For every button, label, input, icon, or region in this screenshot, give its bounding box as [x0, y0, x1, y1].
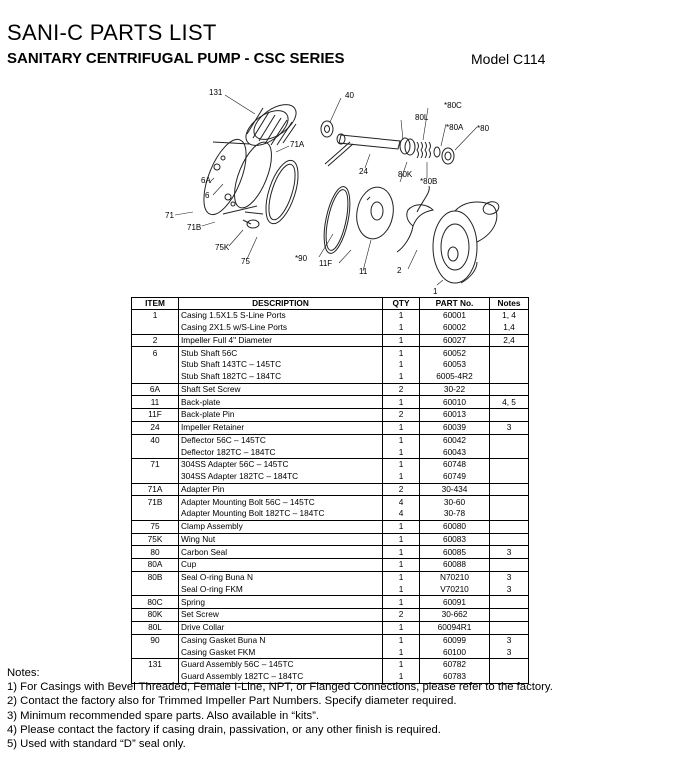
description-cell: Set Screw [179, 609, 383, 622]
page-title: SANI-C PARTS LIST [7, 20, 217, 45]
description-cell: Adapter Mounting Bolt 182TC – 184TC [179, 508, 383, 520]
notes-cell [490, 483, 529, 496]
item-cell [132, 446, 179, 458]
item-cell: 6A [132, 383, 179, 396]
qty-cell: 2 [383, 383, 420, 396]
part-number-cell: 60001 [420, 310, 490, 322]
description-cell: 304SS Adapter 182TC – 184TC [179, 471, 383, 483]
qty-cell: 1 [383, 520, 420, 533]
part-number-cell: N70210 [420, 571, 490, 583]
qty-cell: 1 [383, 322, 420, 334]
table-row [132, 621, 529, 634]
qty-cell: 1 [383, 571, 420, 583]
col-header-item: ITEM [132, 298, 179, 310]
description-cell: Stub Shaft 56C [179, 347, 383, 359]
table-row [132, 434, 529, 446]
item-cell: 80A [132, 559, 179, 572]
qty-cell: 1 [383, 359, 420, 371]
part-number-cell: 60094R1 [420, 621, 490, 634]
callout-75: 75 [241, 257, 250, 266]
item-cell: 11F [132, 409, 179, 422]
table-row [132, 596, 529, 609]
table-row [132, 446, 529, 458]
qty-cell: 1 [383, 310, 420, 322]
notes-section [7, 666, 553, 751]
item-cell: 40 [132, 434, 179, 446]
description-cell: Back-plate Pin [179, 409, 383, 422]
description-cell: Casing 2X1.5 w/S-Line Ports [179, 322, 383, 334]
part-number-cell: 60088 [420, 559, 490, 572]
part-number-cell: 60099 [420, 634, 490, 646]
table-row [132, 310, 529, 322]
item-cell: 131 [132, 659, 179, 671]
part-number-cell: 60042 [420, 434, 490, 446]
clamp-drawing [243, 157, 305, 228]
table-row [132, 409, 529, 422]
part-number-cell: 60027 [420, 334, 490, 347]
callout-80K: 80K [398, 170, 413, 179]
notes-cell [490, 559, 529, 572]
notes-cell: 3 [490, 546, 529, 559]
table-row [132, 533, 529, 546]
table-row [132, 584, 529, 596]
note-3: 3) Minimum recommended spare parts. Also available in “kits”. [7, 709, 320, 722]
item-cell [132, 584, 179, 596]
item-cell [132, 322, 179, 334]
table-row [132, 396, 529, 409]
impeller-drawing [397, 186, 433, 252]
item-cell: 90 [132, 634, 179, 646]
description-cell: Shaft Set Screw [179, 383, 383, 396]
notes-cell [490, 533, 529, 546]
table-row [132, 322, 529, 334]
item-cell: 71 [132, 459, 179, 471]
item-cell: 71B [132, 496, 179, 508]
notes-cell [490, 446, 529, 458]
callout-80L: 80L [415, 113, 429, 122]
part-number-cell: 60013 [420, 409, 490, 422]
part-number-cell: 6005-4R2 [420, 371, 490, 383]
parts-table [131, 297, 529, 684]
description-cell: Carbon Seal [179, 546, 383, 559]
description-cell: Guard Assembly 56C – 145TC [179, 659, 383, 671]
callout-80: *80 [477, 124, 490, 133]
description-cell: Adapter Pin [179, 483, 383, 496]
part-number-cell: 30-434 [420, 483, 490, 496]
item-cell [132, 471, 179, 483]
table-row [132, 359, 529, 371]
notes-cell [490, 471, 529, 483]
item-cell: 80C [132, 596, 179, 609]
table-row [132, 459, 529, 471]
col-header-part-no: PART No. [420, 298, 490, 310]
qty-cell: 1 [383, 646, 420, 658]
description-cell: Casing Gasket FKM [179, 646, 383, 658]
notes-cell [490, 347, 529, 359]
note-2: 2) Contact the factory also for Trimmed Impeller Part Numbers. Specify diameter required. [7, 695, 457, 708]
callout-2: 2 [397, 266, 402, 275]
qty-cell: 1 [383, 396, 420, 409]
callout-80B: *80B [420, 177, 438, 186]
callout-71: 71 [165, 211, 174, 220]
description-cell: Deflector 182TC – 184TC [179, 446, 383, 458]
col-header-notes: Notes [490, 298, 529, 310]
item-cell: 11 [132, 396, 179, 409]
qty-cell: 1 [383, 596, 420, 609]
table-row [132, 546, 529, 559]
notes-cell [490, 520, 529, 533]
qty-cell: 2 [383, 409, 420, 422]
callout-6A: 6A [201, 176, 211, 185]
table-row [132, 508, 529, 520]
parts-table-body [132, 310, 529, 684]
qty-cell: 1 [383, 446, 420, 458]
part-number-cell: 60783 [420, 671, 490, 683]
qty-cell: 1 [383, 546, 420, 559]
notes-cell: 3 [490, 584, 529, 596]
part-number-cell: 60748 [420, 459, 490, 471]
part-number-cell: 60782 [420, 659, 490, 671]
notes-cell [490, 359, 529, 371]
notes-cell: 1,4 [490, 322, 529, 334]
item-cell [132, 646, 179, 658]
notes-cell: 1, 4 [490, 310, 529, 322]
description-cell: Drive Collar [179, 621, 383, 634]
part-number-cell: 30-60 [420, 496, 490, 508]
description-cell: Cup [179, 559, 383, 572]
table-row [132, 347, 529, 359]
part-number-cell: 60052 [420, 347, 490, 359]
callout-80C: *80C [444, 101, 462, 110]
description-cell: Stub Shaft 143TC – 145TC [179, 359, 383, 371]
page-subtitle: SANITARY CENTRIFUGAL PUMP - CSC SERIES [7, 50, 345, 67]
table-row [132, 383, 529, 396]
item-cell: 75K [132, 533, 179, 546]
qty-cell: 1 [383, 634, 420, 646]
backplate-drawing [353, 184, 397, 241]
callout-6: 6 [205, 191, 210, 200]
col-header-description: DESCRIPTION [179, 298, 383, 310]
callout-24: 24 [359, 167, 368, 176]
item-cell [132, 359, 179, 371]
qty-cell: 4 [383, 508, 420, 520]
model-number: Model C114 [471, 51, 546, 67]
item-cell: 80K [132, 609, 179, 622]
item-cell: 75 [132, 520, 179, 533]
qty-cell: 1 [383, 621, 420, 634]
notes-cell [490, 434, 529, 446]
part-number-cell: 60091 [420, 596, 490, 609]
callout-90: *90 [295, 254, 308, 263]
notes-cell [490, 409, 529, 422]
table-row [132, 646, 529, 658]
description-cell: Wing Nut [179, 533, 383, 546]
qty-cell: 4 [383, 496, 420, 508]
part-number-cell: 60002 [420, 322, 490, 334]
table-row [132, 571, 529, 583]
part-number-cell: 60749 [420, 471, 490, 483]
part-number-cell: 30-78 [420, 508, 490, 520]
part-number-cell: 30-22 [420, 383, 490, 396]
description-cell: Adapter Mounting Bolt 56C – 145TC [179, 496, 383, 508]
table-row [132, 371, 529, 383]
part-number-cell: 60039 [420, 421, 490, 434]
qty-cell: 1 [383, 421, 420, 434]
part-number-cell: V70210 [420, 584, 490, 596]
description-cell: Spring [179, 596, 383, 609]
notes-heading: Notes: [7, 667, 40, 679]
qty-cell: 1 [383, 371, 420, 383]
qty-cell: 2 [383, 483, 420, 496]
callout-40: 40 [345, 91, 354, 100]
notes-cell: 3 [490, 646, 529, 658]
notes-cell [490, 596, 529, 609]
note-4: 4) Please contact the factory if casing drain, passivation, or any other finish is required. [7, 723, 441, 736]
notes-cell [490, 383, 529, 396]
part-number-cell: 60043 [420, 446, 490, 458]
notes-cell [490, 621, 529, 634]
notes-cell: 2,4 [490, 334, 529, 347]
qty-cell: 1 [383, 347, 420, 359]
callout-11: 11 [359, 267, 368, 276]
notes-cell: 3 [490, 634, 529, 646]
part-number-cell: 60100 [420, 646, 490, 658]
notes-cell [490, 459, 529, 471]
table-row [132, 483, 529, 496]
qty-cell: 1 [383, 434, 420, 446]
description-cell: Impeller Retainer [179, 421, 383, 434]
table-row [132, 334, 529, 347]
description-cell: Stub Shaft 182TC – 184TC [179, 371, 383, 383]
callout-131: 131 [209, 88, 223, 97]
table-row [132, 471, 529, 483]
item-cell [132, 508, 179, 520]
item-cell: 24 [132, 421, 179, 434]
description-cell: Clamp Assembly [179, 520, 383, 533]
notes-cell [490, 496, 529, 508]
part-number-cell: 60083 [420, 533, 490, 546]
shaft-drawing [325, 134, 400, 166]
description-cell: 304SS Adapter 56C – 145TC [179, 459, 383, 471]
callout-75K: 75K [215, 243, 230, 252]
item-cell: 71A [132, 483, 179, 496]
qty-cell: 1 [383, 584, 420, 596]
description-cell: Casing 1.5X1.5 S-Line Ports [179, 310, 383, 322]
table-row [132, 421, 529, 434]
callout-71A: 71A [290, 140, 305, 149]
notes-cell: 3 [490, 421, 529, 434]
part-number-cell: 30-662 [420, 609, 490, 622]
table-row [132, 520, 529, 533]
part-number-cell: 60080 [420, 520, 490, 533]
table-row [132, 634, 529, 646]
item-cell [132, 371, 179, 383]
notes-cell [490, 508, 529, 520]
qty-cell: 1 [383, 533, 420, 546]
table-row [132, 559, 529, 572]
casing-drawing [433, 200, 501, 283]
item-cell: 80L [132, 621, 179, 634]
description-cell: Guard Assembly 182TC – 184TC [179, 671, 383, 683]
item-cell: 80 [132, 546, 179, 559]
description-cell: Deflector 56C – 145TC [179, 434, 383, 446]
diagram-callouts [165, 88, 490, 296]
notes-cell: 3 [490, 571, 529, 583]
exploded-pump-diagram [165, 82, 510, 297]
qty-cell: 1 [383, 334, 420, 347]
callout-11F: 11F [319, 259, 333, 268]
table-row [132, 609, 529, 622]
seal-parts-drawing [400, 138, 454, 164]
description-cell: Back-plate [179, 396, 383, 409]
item-cell: 6 [132, 347, 179, 359]
qty-cell: 1 [383, 659, 420, 671]
notes-cell [490, 609, 529, 622]
part-number-cell: 60085 [420, 546, 490, 559]
qty-cell: 1 [383, 459, 420, 471]
item-cell: 1 [132, 310, 179, 322]
note-5: 5) Used with standard “D” seal only. [7, 738, 186, 751]
table-row [132, 496, 529, 508]
col-header-qty: QTY [383, 298, 420, 310]
description-cell: Seal O-ring FKM [179, 584, 383, 596]
notes-cell [490, 371, 529, 383]
item-cell: 2 [132, 334, 179, 347]
callout-71B: 71B [187, 223, 202, 232]
part-number-cell: 60010 [420, 396, 490, 409]
notes-cell: 4, 5 [490, 396, 529, 409]
callout-1: 1 [433, 287, 438, 296]
callout-80A: *80A [446, 123, 464, 132]
description-cell: Casing Gasket Buna N [179, 634, 383, 646]
parts-table-header [132, 298, 529, 310]
qty-cell: 1 [383, 471, 420, 483]
part-number-cell: 60053 [420, 359, 490, 371]
note-1: 1) For Casings with Bevel Threaded, Female I-Line, NPT, or Flanged Connections, please refer to the factory. [7, 681, 553, 694]
deflector-drawing [321, 121, 333, 137]
description-cell: Seal O-ring Buna N [179, 571, 383, 583]
description-cell: Impeller Full 4" Diameter [179, 334, 383, 347]
qty-cell: 2 [383, 609, 420, 622]
item-cell: 80B [132, 571, 179, 583]
qty-cell: 1 [383, 671, 420, 683]
qty-cell: 1 [383, 559, 420, 572]
